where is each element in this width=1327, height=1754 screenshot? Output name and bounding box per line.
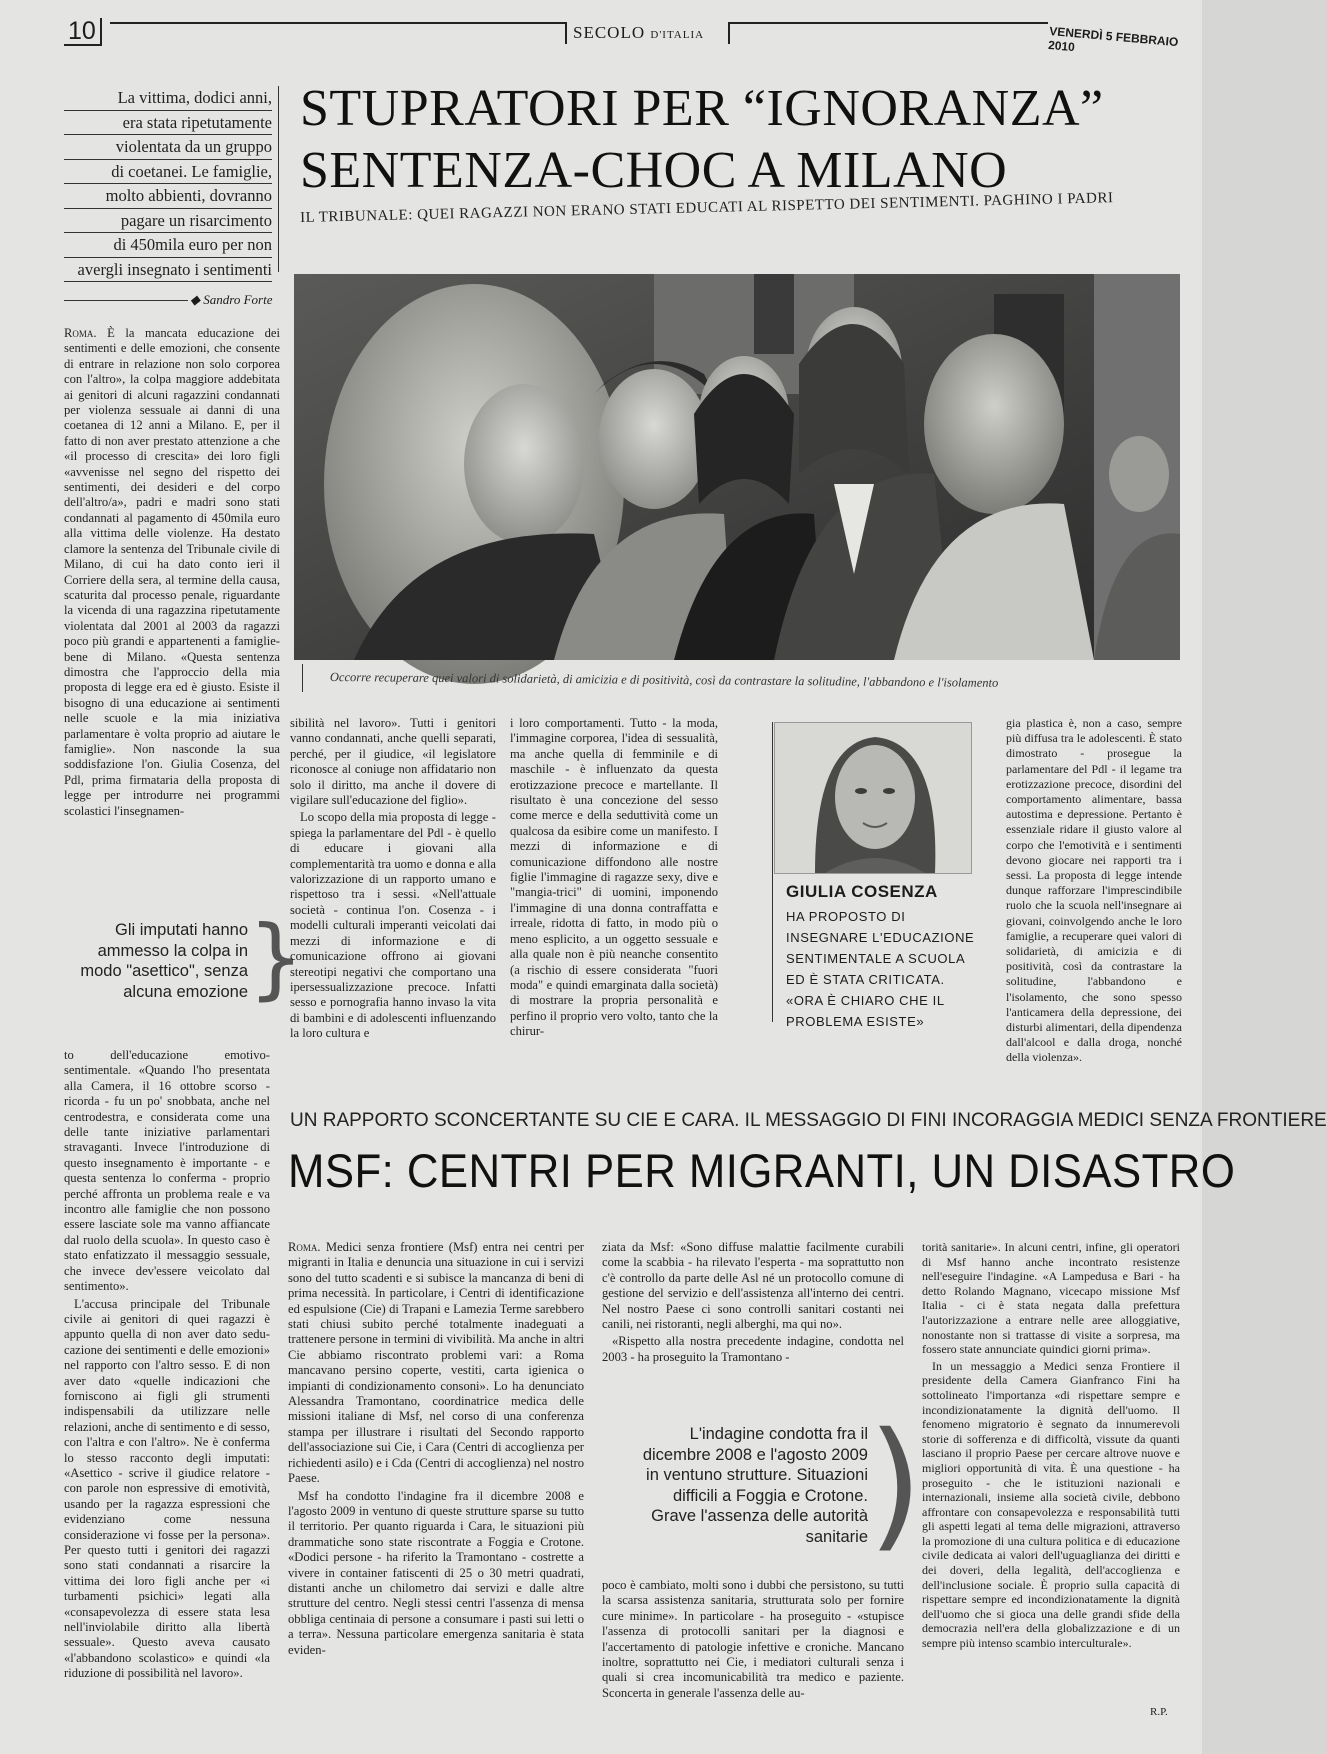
article2-text: Msf ha condotto l'indagine fra il dicembre 2008 e l'agosto 2009 in ventuno di queste strutture sparse su tutto il territorio. Per quanto riguarda i Cara, le situazioni più drammatiche sono state riscontrate a Foggia e Crotone. «Dodici persone - ha riferito la Tramontano - costrette a vivere in container fatiscenti di 25 o 30 metri quadrati, distanti anche un chilometro dai servizi e dalle altre strutture del centro. Negli stessi centri l'assenza di mensa obbliga centinaia di persone a consumare i pasti sui letti o a terra». Nessuna particolare emergenza sanitaria è stata eviden- xyxy=(288,1488,584,1657)
article1-column2 xyxy=(290,716,496,1078)
article1-text: L'accusa principale del Tribunale civile ai genitori di quei ragazzi è appunto quella di non aver dato sedu-cazione dei sentimenti e delle emozioni» nel rapporto con l'altro sesso. E di non aver dato «quelle indicazioni che forniscono ai figli gli strumenti indispensabili da utilizzare nelle relazioni, anche di sentimento e di sesso, con l'altra e con l'altro». Ne è conferma lo stesso racconto degli imputati: «Asettico - scrive il giudice relatore - con parole non espressive di emotività, usando per la ragazza espressioni che evidenziano come nessuna considerazione vi fosse per la persona». Per questo tutti i genitori dei ragazzi sono stati condannati a risarcire la vittima dei loro figli anche per «i turbamenti psichici» legati alla «consapevolezza di essere stata lesa nell'inviolabile diritto alla libertà sessuale». Questo aveva causato «l'abbandono scolastico» e quindi «la riduzione di possibilità nel lavoro». xyxy=(64,1296,270,1681)
dateline: Roma. xyxy=(64,326,97,340)
quote-brace-icon: ) xyxy=(868,1403,923,1566)
profile-photo xyxy=(774,722,972,874)
article1-pull-quote: Gli imputati hanno ammesso la colpa in modo "asettico", senza alcuna emozione xyxy=(80,921,248,1001)
caption-rule xyxy=(302,664,303,692)
article1-text: sibilità nel lavoro». Tutti i genitori vanno condannati, anche quelli separati, perché, per il giudice, «il legislatore riconosce al coniuge non affidatario non solo il diritto, ma anche il dovere di vigilare sull'educazione del figlio». xyxy=(290,716,496,808)
profile-name: GIULIA COSENZA xyxy=(786,882,938,901)
article2-headline: MSF: CENTRI PER MIGRANTI, UN DISASTRO xyxy=(288,1144,1236,1197)
article2-column1 xyxy=(288,1240,584,1710)
article2-text: poco è cambiato, molti sono i dubbi che persistono, su tutti la scarsa assistenza sanitaria, strutturata solo per fornire cure minime». In particolare - ha proseguito - «stupisce l'assenza di protocolli sanitari per la diagnosi e l'accertamento di patologie infettive e croniche. Mancano inoltre, soprattutto nei Cie, i mediatori culturali senza i quali si crea incomunicabilità tra medico e paziente. Sconcerta in generale l'assenza delle au- xyxy=(602,1578,904,1700)
article1-headline-line2: SENTENZA-CHOC A MILANO xyxy=(300,142,1008,199)
article1-column1 xyxy=(64,326,280,906)
article1-text: Lo scopo della mia proposta di legge - spiega la parlamentare del Pdl - è quello di educare i giovani alla complementarità tra uomo e donna e alla valorizzazione di un rapporto umano e rispettoso tra i sessi. «Nell'attuale società - continua l'on. Cosenza - i modelli culturali imperanti veicolati dai mezzi di informazione e di comunicazione offrono ai giovani stereotipi negativi che comportano una ipersessualizzazione precoce. Infatti sesso e pornografia hanno invaso la vita di bambini e di adolescenti influenzando la loro cultura e xyxy=(290,810,496,1041)
masthead: SECOLO D'ITALIA xyxy=(573,23,705,42)
article2-text: In un messaggio a Medici senza Frontiere il presidente della Camera Gianfranco Fini ha sottolineato l'importanza «di rispettare sempre e incondizionatamente la dignità dell'uomo. Il fenomeno migratorio è segnato da innumerevoli storie di sofferenza e di difficoltà, vissute da quanti lasciano il proprio Paese per cercare altrove nuove e migliori opportunità di vita. È una questione - ha proseguito - che le istituzioni nazionali e internazionali, insieme alla società civile, debbono affrontare con consapevolezza e responsabilità tutti gli aspetti legati al tema delle migrazioni, attraverso la promozione di una cultura politica e di educazione civile dedicata ai valori dell'uguaglianza dei diritti e dei doveri, della legalità, dell'accoglienza e dell'inclusione sociale. È proprio sulla capacità di rispettare sempre ed incondizionatamente la dignità dell'uomo che si gioca una delle grandi sfide della democrazia nell'era della globalizzazione e di un sempre più intenso scambio interculturale». xyxy=(922,1358,1180,1651)
deck-line: pagare un risarcimento xyxy=(64,209,272,234)
portrait-image xyxy=(775,723,971,873)
photo-students-image xyxy=(294,274,1180,660)
article1-column5 xyxy=(1006,716,1182,1078)
deck-line: era stata ripetutamente xyxy=(64,111,272,136)
article2-pull-quote: L'indagine condotta fra il dicembre 2008 e l'agosto 2009 in ventuno strutture. Situazioni difficili a Foggia e Crotone. Grave l'assenza delle autorità sanitarie xyxy=(642,1425,868,1546)
issue-date: VENERDÌ 5 FEBBRAIO 2010 xyxy=(1047,24,1179,55)
article2-kicker: UN RAPPORTO SCONCERTANTE SU CIE E CARA. IL MESSAGGIO DI FINI INCORAGGIA MEDICI SENZA FRONTIERE xyxy=(290,1110,1327,1131)
deck-line: di coetanei. Le famiglie, xyxy=(64,160,272,185)
article1-deck xyxy=(64,86,272,282)
article1-text: to dell'educazione emotivo-sentimentale. «Quando l'ho presentata alla Camera, il 16 ottobre scorso - ricorda - fu un po' snobbata, anche nel centrodestra, e considerata come una delle tante iniziative parlamentari stravaganti. Invece l'introduzione di questo insegnamento è importante - e questa sentenza lo conferma - proprio perché affronta un problema reale e va incontro alle famiglie che non possono essere lasciate sole ma vanno affiancate dal ruolo della scuola». In questo caso è stato enfatizzato il messaggio sessuale, che invece dev'essere veicolato dal sentimento». xyxy=(64,1048,270,1294)
header-rule-tick-2 xyxy=(728,22,730,44)
profile-rule xyxy=(772,722,773,1022)
photo-caption: Occorre recuperare quei valori di solidarietà, di amicizia e di positività, così da contrastare la solitudine, l'abbandono e l'isolamento xyxy=(329,670,999,690)
article2-column2-continued xyxy=(602,1578,904,1718)
byline-rule xyxy=(64,300,188,301)
article1-text: gia plastica è, non a caso, sempre più diffusa tra le adolescenti. È stato dimostrato - prosegue la parlamentare del Pdl - il legame tra erotizzazione precoce, disordini del comportamento alimentare, bassa autostima e depressione. Pertanto è essenziale ridare il giusto valore al corpo che l'emotività e i sentimenti devono giocare nei rapporti tra i sessi. La proposta di legge intende dunque rafforzare l'imprescindibile ruolo che la scuola nell'insegnare ai giovani, coinvolgendo anche le loro famiglie, a recuperare quei valori di solidarietà, di amicizia e di positività, così da contrastare la solitudine, l'abbandono e l'isolamento, che sono spesso l'anticamera della depressione, dei disturbi alimentari, della dipendenza dall'alcool e dalla droga, nonché della violenza». xyxy=(1006,716,1182,1065)
header-rule-left xyxy=(110,22,565,24)
article1-headline-line1: STUPRATORI PER “IGNORANZA” xyxy=(300,80,1104,137)
quote-brace-icon: } xyxy=(248,906,304,1009)
byline: ◆ Sandro Forte xyxy=(190,292,273,307)
deck-line: La vittima, dodici anni, xyxy=(64,86,272,111)
deck-line: molto abbienti, dovranno xyxy=(64,184,272,209)
article2-text: torità sanitarie». In alcuni centri, infine, gli operatori di Msf hanno anche incontrato resistenze nell'eseguire l'indagine. «A Lampedusa e Bari - ha detto Rolando Magnano, vicecapo missione Msf Italia - ci è stata negata dalla prefettura l'autorizzazione a entrare nelle aree alloggiative, nonostante non si trattasse di visite a sorpresa, ma fossero state annunciate quindici giorni prima». xyxy=(922,1240,1180,1357)
article1-column3 xyxy=(510,716,718,1078)
article2-signoff: R.P. xyxy=(1150,1706,1168,1718)
page-number: 10 xyxy=(64,18,102,46)
article2-text: Medici senza frontiere (Msf) entra nei centri per migranti in Italia e denuncia una situazione in cui i servizi sono del tutto scadenti e si subisce la mancanza di beni di prima necessità. In particolare, i Centri di identificazione ed espulsione (Cie) di Trapani e Lamezia Terme sarebbero stati chiusi subito perché totalmente inadeguati a trattenere persone in termini di vivibilità. Ma anche in altri Cie abbiamo riscontrato problemi vari: a Roma mancavano persino coperte, vestiti, carta igienica o impianti di condizionamento consoni». Lo ha denunciato Alessandra Tramontano, coordinatrice medica delle missioni italiane di Msf, nel corso di una conferenza stampa per illustrare i risultati del Secondo rapporto dell'associazione sui Cie, i Cara (Centri di accoglienza per richiedenti asilo) e i Cda (Centri di accoglienza) nel nostro Paese. xyxy=(288,1240,584,1486)
article2-text: «Rispetto alla nostra precedente indagine, condotta nel 2003 - ha proseguito la Tramontano - xyxy=(602,1334,904,1364)
article2-column2 xyxy=(602,1240,904,1382)
article1-column1-continued xyxy=(64,1048,270,1716)
article1-text: i loro comportamenti. Tutto - la moda, l'immagine corporea, l'idea di sessualità, ma anche quella di femminile e di maschile - è influenzato da questa erotizzazione precoce e martellante. Il risultato è una concezione del sesso come merce e della seduttività come un qualcosa da esibire come un manifesto. I mezzi di informazione e di comunicazione diffondono alle nostre figlie l'immagine di ragazze sexy, dive e "mangia-trici" di uomini, imponendo l'immagine di una donna contraffatta e irreale, ridotta di fatto, in modo più o meno esplicito, a un oggetto sessuale e alla quale non è più neanche consentito (a rischio di essere considerata "fuori moda" e quindi emarginata dalla società) di mostrare la propria personalità e perfino il proprio vero volto, tanto che la chirur- xyxy=(510,716,718,1039)
header-rule-tick xyxy=(565,22,567,44)
header-rule-right xyxy=(728,22,1048,24)
dateline: Roma. xyxy=(288,1240,321,1254)
deck-divider xyxy=(278,86,279,272)
deck-line: avergli insegnato i sentimenti xyxy=(64,258,272,283)
article-photo xyxy=(294,274,1180,660)
deck-line: di 450mila euro per non xyxy=(64,233,272,258)
article1-text: È la mancata educazione dei sentimenti e delle emozioni, che consente di entrare in relazione non solo corporea con l'altro», la colpa maggiore addebitata ai genitori di alcuni ragazzini condannati per violenza sessuale ai danni di una coetanea di 12 anni a Milano. E, per il fatto di non aver prestato attenzione a che «il processo di crescita» dei loro figli «avvenisse nel segno del rispetto dei sentimenti, dei desideri e del corpo dell'altro/a», padri e madri sono stati condannati al pagamento di 450mila euro alla vittima delle violenze. Ha destato clamore la sentenza del Tribunale civile di Milano, di cui ha dato conto ieri il Corriere della sera, al termine della causa, scaturita dal processo penale, riguardante la vicenda di una ragazzina ripetutamente violentata dal 2001 al 2003 da ragazzi poco più grandi e appartenenti a famiglie-bene di Milano. «Questa sentenza dimostra che l'approccio della mia proposta di legge era ed è giusto. Esiste il bisogno di una educazione ai sentimenti nelle scuole e la mia iniziativa parlamentare è volta proprio ad aiutare le famiglie». Non nasconde la sua soddisfazione l'on. Giulia Cosenza, del Pdl, prima firmataria della proposta di legge per introdurre nei programmi scolastici l'insegnamen- xyxy=(64,326,280,818)
article2-text: ziata da Msf: «Sono diffuse malattie facilmente curabili come la scabbia - ha rilevato l'esperta - ma soprattutto non c'è controllo da parte delle Asl né un protocollo comune di gestione del servizio e dell'assistenza all'interno dei centri. Nel nostro Paese ci sono controlli sanitari costanti nei canili, nei ristoranti, negli alberghi, ma qui no». xyxy=(602,1240,904,1332)
profile-text: HA PROPOSTO DI INSEGNARE L'EDUCAZIONE SENTIMENTALE A SCUOLA ED È STATA CRITICATA. «ORA È CHIARO CHE IL PROBLEMA ESISTE» xyxy=(786,909,975,1029)
article2-column3 xyxy=(922,1240,1180,1706)
deck-line: violentata da un gruppo xyxy=(64,135,272,160)
article1-kicker: IL TRIBUNALE: QUEI RAGAZZI NON ERANO STATI EDUCATI AL RISPETTO DEI SENTIMENTI. PAGHINO I PADRI xyxy=(300,190,1114,226)
